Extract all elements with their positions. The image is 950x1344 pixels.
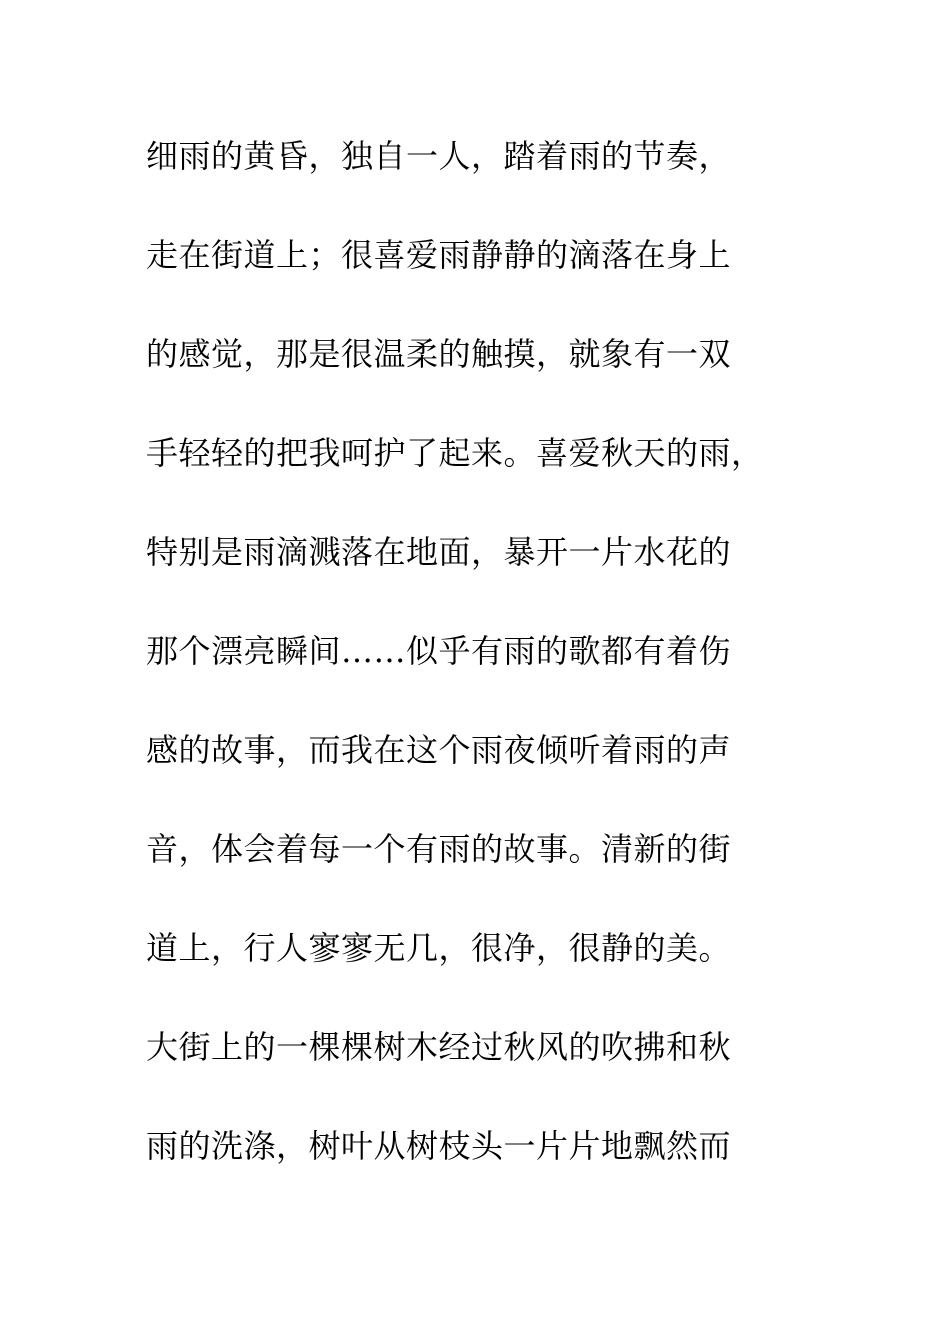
text-line-6: 那个漂亮瞬间……似乎有雨的歌都有着伤: [146, 632, 732, 670]
body-text: [146, 128, 846, 1217]
text-line-7: 感的故事，而我在这个雨夜倾听着雨的声: [146, 731, 732, 769]
text-line-3: 的感觉，那是很温柔的触摸，就象有一双: [146, 335, 732, 373]
text-line-5: 特别是雨滴溅落在地面，暴开一片水花的: [146, 533, 732, 571]
text-line-9: 道上，行人寥寥无几，很净，很静的美。: [146, 929, 732, 967]
text-line-11: 雨的洗涤，树叶从树枝头一片片地飘然而: [146, 1127, 732, 1165]
text-line-10: 大街上的一棵棵树木经过秋风的吹拂和秋: [146, 1028, 732, 1066]
text-line-2: 走在街道上；很喜爱雨静静的滴落在身上: [146, 236, 732, 274]
text-line-8: 音，体会着每一个有雨的故事。清新的街: [146, 830, 732, 868]
text-line-1: 细雨的黄昏，独自一人，踏着雨的节奏，: [146, 137, 732, 175]
text-line-4: 手轻轻的把我呵护了起来。喜爱秋天的雨，: [146, 434, 764, 472]
